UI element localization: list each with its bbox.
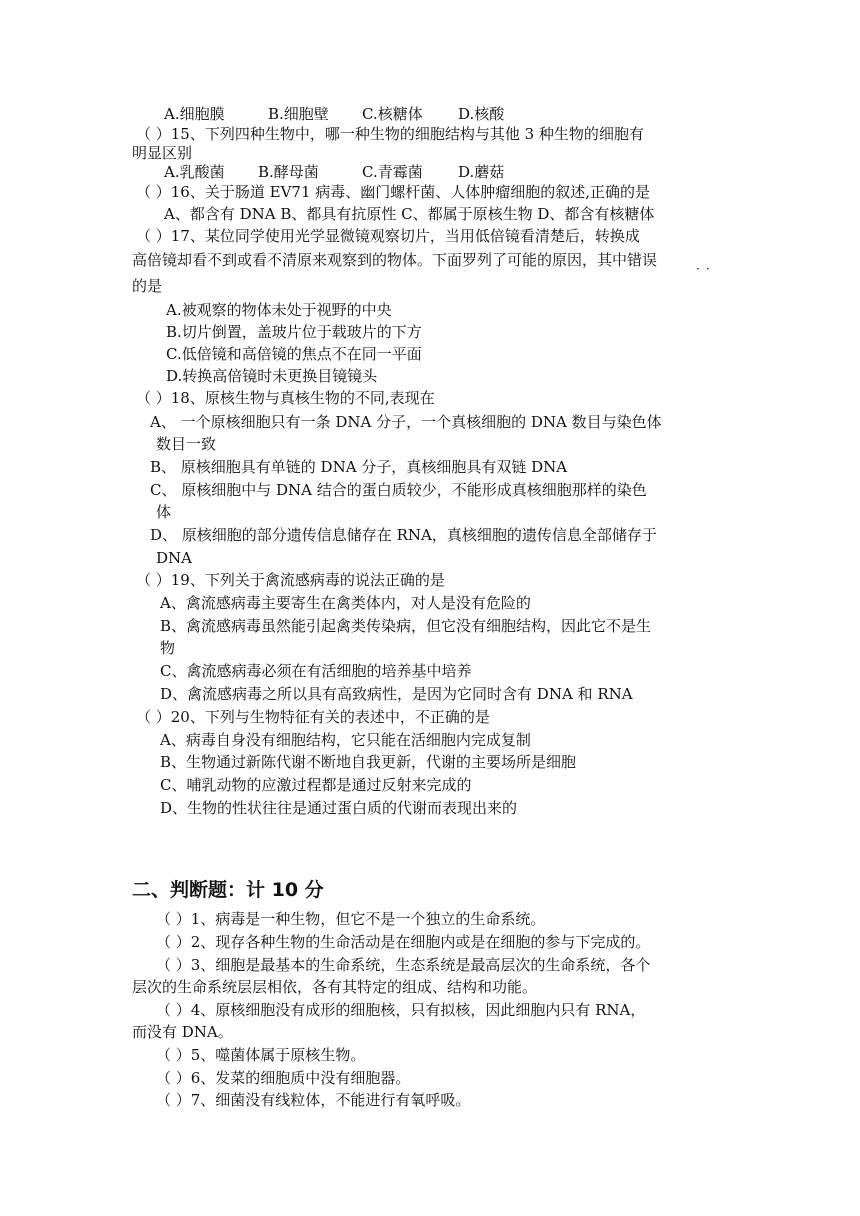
judgment-item-6: （ ）6、发菜的细胞质中没有细胞器。 xyxy=(156,1069,411,1087)
judgment-item-3-line2: 层次的生命系统层层相依，各有其特定的组成、结构和功能。 xyxy=(132,978,538,996)
q18-option-b: B、 原核细胞具有单链的 DNA 分子，真核细胞具有双链 DNA xyxy=(150,458,568,476)
judgment-item-1: （ ）1、病毒是一种生物，但它不是一个独立的生命系统。 xyxy=(156,910,546,928)
q20-option-d: D、生物的性状往往是通过蛋白质的代谢而表现出来的 xyxy=(160,799,518,817)
q17-stem-line3: 的是 xyxy=(132,277,163,295)
q18-option-c-line1: C、 原核细胞中与 DNA 结合的蛋白质较少，不能形成真核细胞那样的染色 xyxy=(150,481,647,499)
q16-options: A、都含有 DNA B、都具有抗原性 C、都属于原核生物 D、都含有核糖体 xyxy=(164,205,655,223)
q18-option-d-line2: DNA xyxy=(156,549,192,567)
q14-option-d: D.核酸 xyxy=(458,105,505,123)
q18-option-d-line1: D、 原核细胞的部分遗传信息储存在 RNA，真核细胞的遗传信息全部储存于 xyxy=(150,526,657,544)
q18-option-a-line1: A、 一个原核细胞只有一条 DNA 分子，一个真核细胞的 DNA 数目与染色体 xyxy=(150,413,662,431)
q17-option-c: C.低倍镜和高倍镜的焦点不在同一平面 xyxy=(166,345,422,363)
q20-option-a: A、病毒自身没有细胞结构，它只能在活细胞内完成复制 xyxy=(160,731,531,749)
q19-option-d: D、禽流感病毒之所以具有高致病性，是因为它同时含有 DNA 和 RNA xyxy=(160,685,633,703)
q20-stem: （ ）20、下列与生物特征有关的表述中，不正确的是 xyxy=(136,708,490,726)
q15-option-d: D.蘑菇 xyxy=(458,163,505,181)
q15-stem-line1: （ ）15、下列四种生物中，哪一种生物的细胞结构与其他 3 种生物的细胞有 xyxy=(136,125,644,143)
judgment-item-2: （ ）2、现存各种生物的生命活动是在细胞内或是在细胞的参与下完成的。 xyxy=(156,933,651,951)
q20-option-b: B、生物通过新陈代谢不断地自我更新，代谢的主要场所是细胞 xyxy=(160,753,577,771)
judgment-item-7: （ ）7、细菌没有线粒体，不能进行有氧呼吸。 xyxy=(156,1091,471,1109)
section-heading: 二、判断题：计 10 分 xyxy=(132,879,324,901)
q14-option-b: B.细胞壁 xyxy=(268,105,329,123)
q15-stem-line2: 明显区别 xyxy=(132,144,193,162)
q14-option-a: A.细胞膜 xyxy=(164,105,225,123)
judgment-item-5: （ ）5、噬菌体属于原核生物。 xyxy=(156,1046,366,1064)
q17-stem-line2: 高倍镜却看不到或看不清原来观察到的物体。下面罗列了可能的原因，其中错误 xyxy=(132,251,658,269)
q14-option-c: C.核糖体 xyxy=(362,105,423,123)
q15-option-a: A.乳酸菌 xyxy=(164,163,225,181)
q18-option-a-line2: 数目一致 xyxy=(156,435,217,453)
q14-options xyxy=(164,104,504,124)
q17-option-d: D.转换高倍镜时未更换目镜镜头 xyxy=(166,367,378,385)
q17-option-b: B.切片倒置，盖玻片位于载玻片的下方 xyxy=(166,323,422,341)
q17-stem-line1: （ ）17、某位同学使用光学显微镜观察切片，当用低倍镜看清楚后，转换成 xyxy=(136,227,640,245)
q16-stem: （ ）16、关于肠道 EV71 病毒、幽门螺杆菌、人体肿瘤细胞的叙述,正确的是 xyxy=(136,183,651,201)
judgment-item-4-line2: 而没有 DNA。 xyxy=(132,1023,233,1041)
q18-option-c-line2: 体 xyxy=(156,503,172,521)
emphasis-dots: ·· xyxy=(696,262,716,276)
q19-option-b-line1: B、禽流感病毒虽然能引起禽类传染病，但它没有细胞结构，因此它不是生 xyxy=(160,617,652,635)
q19-stem: （ ）19、下列关于禽流感病毒的说法正确的是 xyxy=(136,571,445,589)
judgment-item-4-line1: （ ）4、原核细胞没有成形的细胞核，只有拟核，因此细胞内只有 RNA， xyxy=(156,1001,646,1019)
q19-option-a: A、禽流感病毒主要寄生在禽类体内，对人是没有危险的 xyxy=(160,594,531,612)
q15-options xyxy=(164,162,504,182)
q20-option-c: C、哺乳动物的应激过程都是通过反射来完成的 xyxy=(160,776,472,794)
judgment-item-3-line1: （ ）3、细胞是最基本的生命系统，生态系统是最高层次的生命系统，各个 xyxy=(156,956,651,974)
q18-stem: （ ）18、原核生物与真核生物的不同,表现在 xyxy=(136,389,435,407)
q19-option-c: C、禽流感病毒必须在有活细胞的培养基中培养 xyxy=(160,662,472,680)
q17-option-a: A.被观察的物体未处于视野的中央 xyxy=(166,301,392,319)
q19-option-b-line2: 物 xyxy=(160,639,176,657)
q15-option-c: C.青霉菌 xyxy=(362,163,423,181)
q15-option-b: B.酵母菌 xyxy=(258,163,319,181)
